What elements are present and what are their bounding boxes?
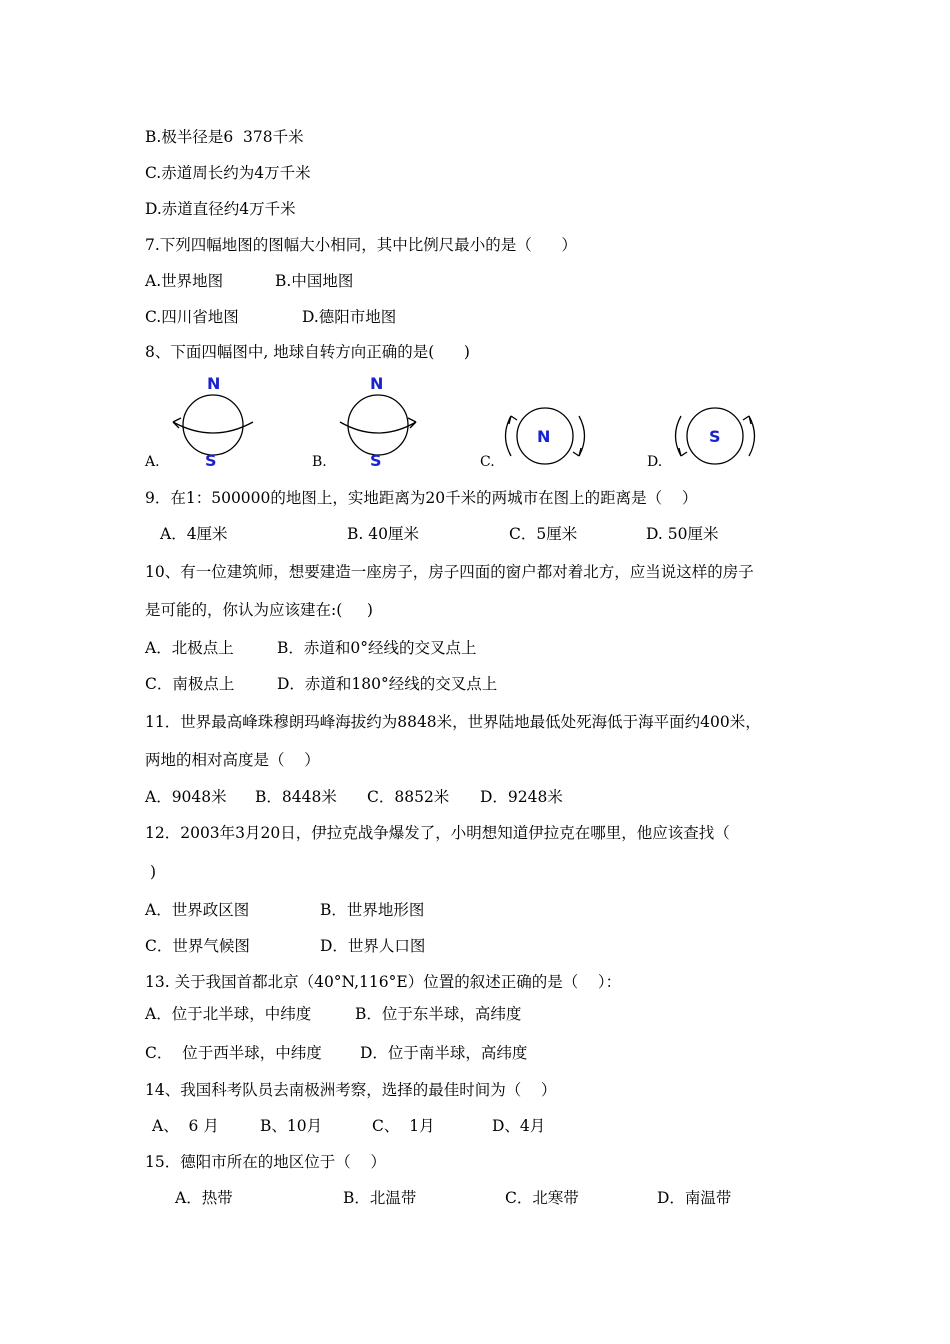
- figure-a-label: A.: [145, 454, 160, 470]
- option-d: D．赤道和180°经线的交叉点上: [277, 675, 498, 693]
- north-label: N: [537, 427, 551, 446]
- arrow-head-icon: [679, 448, 687, 456]
- arrow-head-icon: [509, 416, 517, 424]
- question-14: 14、我国科考队员去南极洲考察，选择的最佳时间为（ ）: [145, 1081, 557, 1099]
- question-11-options: [145, 787, 845, 807]
- question-7: 7.下列四幅地图的图幅大小相同，其中比例尺最小的是（ ）: [145, 236, 577, 254]
- question-15-options: [175, 1188, 875, 1208]
- option-c: C．5厘米: [509, 525, 578, 543]
- figure-d-earth-rotation: [645, 398, 765, 470]
- option-a: A．北极点上: [145, 639, 234, 657]
- south-label: S: [709, 427, 721, 446]
- north-label: N: [207, 374, 221, 393]
- question-15: 15．德阳市所在的地区位于（ ）: [145, 1153, 386, 1171]
- option-c: C．世界气候图: [145, 937, 250, 955]
- option-b: B．位于东半球，高纬度: [355, 1005, 522, 1023]
- figure-a-earth-rotation: [143, 372, 263, 472]
- option-a: A.世界地图: [145, 272, 224, 290]
- figure-c-label: C.: [480, 454, 495, 470]
- question-9: 9．在1：500000的地图上，实地距离为20千米的两城市在图上的距离是（ ）: [145, 489, 698, 507]
- option-d: D．世界人口图: [320, 937, 426, 955]
- globe-circle: [183, 395, 243, 455]
- option-a: A．4厘米: [160, 525, 228, 543]
- option-b: B、10月: [260, 1117, 323, 1135]
- arrow-head-icon: [408, 418, 416, 428]
- option-d: D.德阳市地图: [302, 308, 397, 326]
- option-c: C．北寒带: [505, 1189, 579, 1207]
- figure-b-label: B.: [312, 454, 327, 470]
- question-10-options-row1: [145, 638, 845, 658]
- option-c-equator-circumference: C.赤道周长约为4万千米: [145, 164, 311, 182]
- rotation-arrow: [340, 422, 416, 433]
- right-arc: [579, 416, 585, 456]
- question-13: 13. 关于我国首都北京（40°N,116°E）位置的叙述正确的是（ ）：: [145, 973, 622, 991]
- option-c: C.四川省地图: [145, 308, 239, 326]
- south-label: S: [205, 451, 217, 470]
- option-c: C．南极点上: [145, 675, 235, 693]
- option-b: B．北温带: [343, 1189, 417, 1207]
- arrow-head-icon: [573, 448, 581, 456]
- question-7-options-row2: [145, 307, 845, 327]
- figure-b-earth-rotation: [310, 372, 430, 472]
- arrow-head-icon: [173, 418, 181, 428]
- option-a: A．9048米: [145, 788, 227, 806]
- option-d: D．南温带: [657, 1189, 732, 1207]
- question-9-options: [160, 524, 860, 544]
- option-b: B．8448米: [255, 788, 337, 806]
- option-b: B．赤道和0°经线的交叉点上: [277, 639, 477, 657]
- option-a: A．位于北半球，中纬度: [145, 1005, 312, 1023]
- question-10-cont: 是可能的，你认为应该建在:( ): [145, 601, 373, 619]
- figure-d-label: D.: [647, 454, 663, 470]
- right-arc: [749, 416, 755, 456]
- rotation-arrow: [173, 422, 253, 433]
- option-b: B．世界地形图: [320, 901, 425, 919]
- option-d-equator-diameter: D.赤道直径约4万千米: [145, 200, 296, 218]
- question-7-options-row1: [145, 271, 845, 291]
- option-b-polar-radius: B.极半径是6 378千米: [145, 128, 304, 146]
- question-10: 10、有一位建筑师，想要建造一座房子，房子四面的窗户都对着北方，应当说这样的房子: [145, 563, 754, 581]
- left-arc: [506, 416, 512, 456]
- option-c: C．8852米: [367, 788, 450, 806]
- option-d: D. 50厘米: [646, 525, 719, 543]
- option-a: A、 6 月: [152, 1117, 219, 1135]
- option-c: C、 1月: [372, 1117, 435, 1135]
- option-d: D．9248米: [480, 788, 563, 806]
- question-12-cont: ): [150, 863, 157, 881]
- option-a: A．世界政区图: [145, 901, 250, 919]
- option-b: B.中国地图: [275, 272, 354, 290]
- left-arc: [676, 416, 682, 456]
- option-d: D、4月: [492, 1117, 546, 1135]
- question-11-cont: 两地的相对高度是（ ）: [145, 751, 320, 769]
- question-11: 11．世界最高峰珠穆朗玛峰海拔约为8848米，世界陆地最低处死海低于海平面约400米，: [145, 713, 761, 731]
- option-c: C． 位于西半球，中纬度: [145, 1044, 322, 1062]
- question-8: 8、下面四幅图中, 地球自转方向正确的是( ): [145, 343, 470, 361]
- question-13-options-row2: [145, 1043, 845, 1063]
- option-a: A．热带: [175, 1189, 233, 1207]
- question-13-options-row1: [145, 1004, 845, 1024]
- arrow-head-icon: [743, 416, 751, 424]
- question-12-options-row2: [145, 936, 845, 956]
- figure-c-earth-rotation: [478, 398, 598, 470]
- question-12: 12．2003年3月20日，伊拉克战争爆发了，小明想知道伊拉克在哪里，他应该查找（: [145, 824, 730, 842]
- option-b: B. 40厘米: [347, 525, 419, 543]
- question-10-options-row2: [145, 674, 845, 694]
- south-label: S: [370, 451, 382, 470]
- question-14-options: [152, 1116, 852, 1136]
- question-12-options-row1: [145, 900, 845, 920]
- globe-circle: [348, 395, 408, 455]
- option-d: D．位于南半球，高纬度: [360, 1044, 528, 1062]
- north-label: N: [370, 374, 384, 393]
